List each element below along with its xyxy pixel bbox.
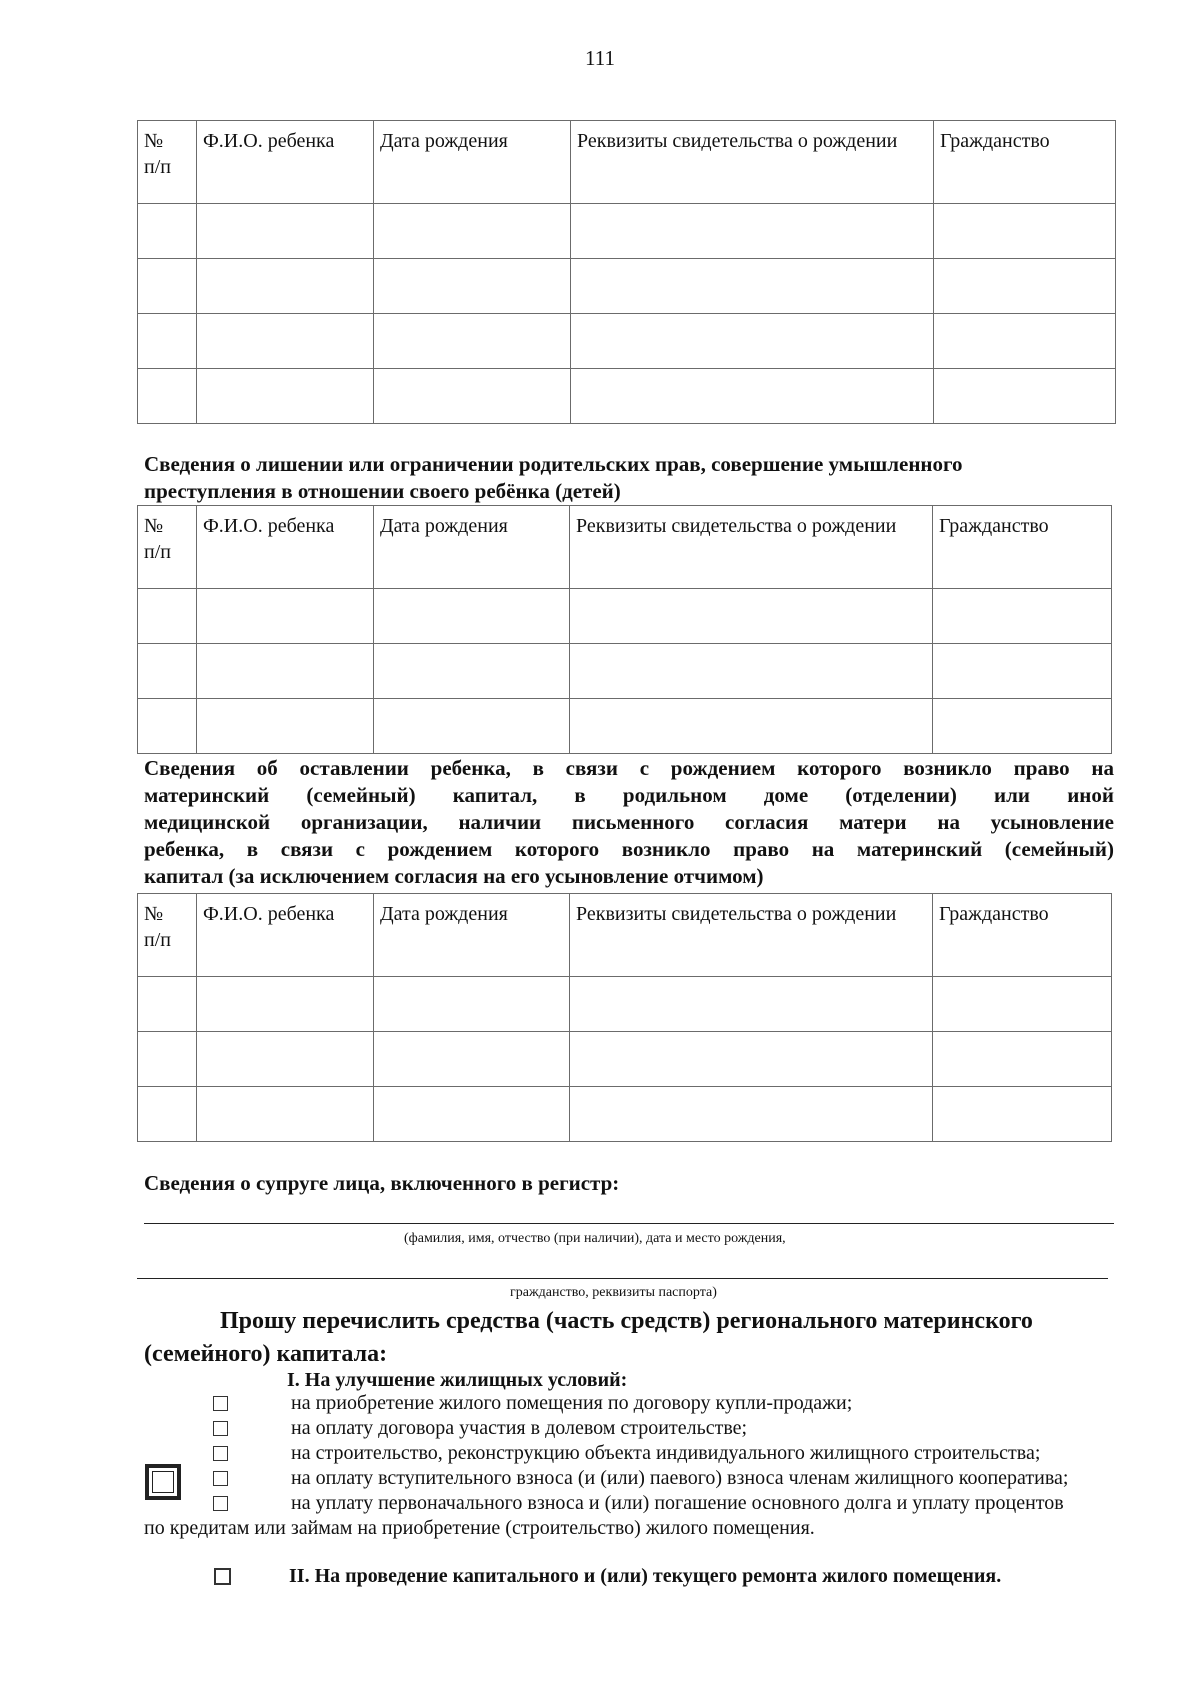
abandonment-table — [137, 893, 1112, 1142]
table-header-row — [138, 506, 1112, 589]
option-loan-payment-continued: по кредитам или займам на приобретение (строительство) жилого помещения. — [144, 1517, 815, 1539]
col-certificate-header: Реквизиты свидетельства о рождении — [570, 506, 933, 589]
table-row — [138, 314, 1116, 369]
table-row — [138, 699, 1112, 754]
option-purchase: на приобретение жилого помещения по договору купли-продажи; — [291, 1392, 853, 1414]
option-loan-payment: на уплату первоначального взноса и (или) погашение основного долга и уплату процентов — [291, 1492, 1064, 1514]
housing-heading: I. На улучшение жилищных условий: — [287, 1369, 628, 1391]
checkbox-purchase[interactable] — [213, 1396, 228, 1411]
table-row — [138, 977, 1112, 1032]
spouse-caption-2: гражданство, реквизиты паспорта) — [510, 1285, 717, 1300]
checkbox-loan-payment[interactable] — [213, 1496, 228, 1511]
col-certificate-header: Реквизиты свидетельства о рождении — [570, 894, 933, 977]
col-fio-header: Ф.И.О. ребенка — [197, 506, 374, 589]
table-row — [138, 204, 1116, 259]
deprivation-table — [137, 505, 1112, 754]
table-row — [138, 369, 1116, 424]
table-row — [138, 1087, 1112, 1142]
col-birth-date-header: Дата рождения — [374, 121, 571, 204]
deprivation-heading: Сведения о лишении или ограничении родительских прав, совершение умышленного преступления в отношении своего ребёнка (детей) — [144, 452, 963, 503]
col-number-header: № п/п — [138, 506, 197, 589]
col-number-header: № п/п — [138, 894, 197, 977]
spouse-title: Сведения о супруге лица, включенного в регистр: — [144, 1171, 620, 1195]
col-certificate-header: Реквизиты свидетельства о рождении — [571, 121, 934, 204]
spouse-caption-1: (фамилия, имя, отчество (при наличии), дата и место рождения, — [404, 1231, 786, 1246]
table-row — [138, 259, 1116, 314]
col-citizenship-header: Гражданство — [934, 121, 1116, 204]
table-row — [138, 1032, 1112, 1087]
spouse-name-line[interactable] — [144, 1223, 1114, 1224]
table-header-row — [138, 894, 1112, 977]
children-table — [137, 120, 1116, 424]
checkbox-shared-construction[interactable] — [213, 1421, 228, 1436]
option-cooperative-fee: на оплату вступительного взноса (и (или) паевого) взноса членам жилищного кооператива; — [291, 1467, 1069, 1489]
checkbox-individual-construction[interactable] — [213, 1446, 228, 1461]
col-fio-header: Ф.И.О. ребенка — [197, 121, 374, 204]
table-row — [138, 644, 1112, 699]
housing-group-checkbox[interactable] — [145, 1464, 181, 1500]
request-heading: Прошу перечислить средства (часть средств) регионального материнского (семейного) капитала: — [144, 1308, 1033, 1367]
col-citizenship-header: Гражданство — [933, 894, 1112, 977]
repair-option: II. На проведение капитального и (или) текущего ремонта жилого помещения. — [289, 1565, 1002, 1587]
page-number: 111 — [585, 46, 615, 70]
col-citizenship-header: Гражданство — [933, 506, 1112, 589]
option-shared-construction: на оплату договора участия в долевом строительстве; — [291, 1417, 748, 1439]
abandonment-heading: Сведения об оставлении ребенка, в связи с рождением которого возникло право на материнский (семейный) капитал, в родильном доме (отделении) или иной медицинской организации, наличии письменного согласия матери на усыновление ребенка, в связи с рождением которого возникло право на материнский (семейный) капитал (за исключением согласия на его усыновление отчимом) — [144, 756, 1114, 888]
spouse-passport-line[interactable] — [137, 1278, 1108, 1279]
col-birth-date-header: Дата рождения — [374, 894, 570, 977]
option-individual-construction: на строительство, реконструкцию объекта индивидуального жилищного строительства; — [291, 1442, 1041, 1464]
checkbox-cooperative-fee[interactable] — [213, 1471, 228, 1486]
table-header-row — [138, 121, 1116, 204]
col-number-header: № п/п — [138, 121, 197, 204]
col-fio-header: Ф.И.О. ребенка — [197, 894, 374, 977]
checkbox-repair[interactable] — [214, 1568, 231, 1585]
table-row — [138, 589, 1112, 644]
col-birth-date-header: Дата рождения — [374, 506, 570, 589]
